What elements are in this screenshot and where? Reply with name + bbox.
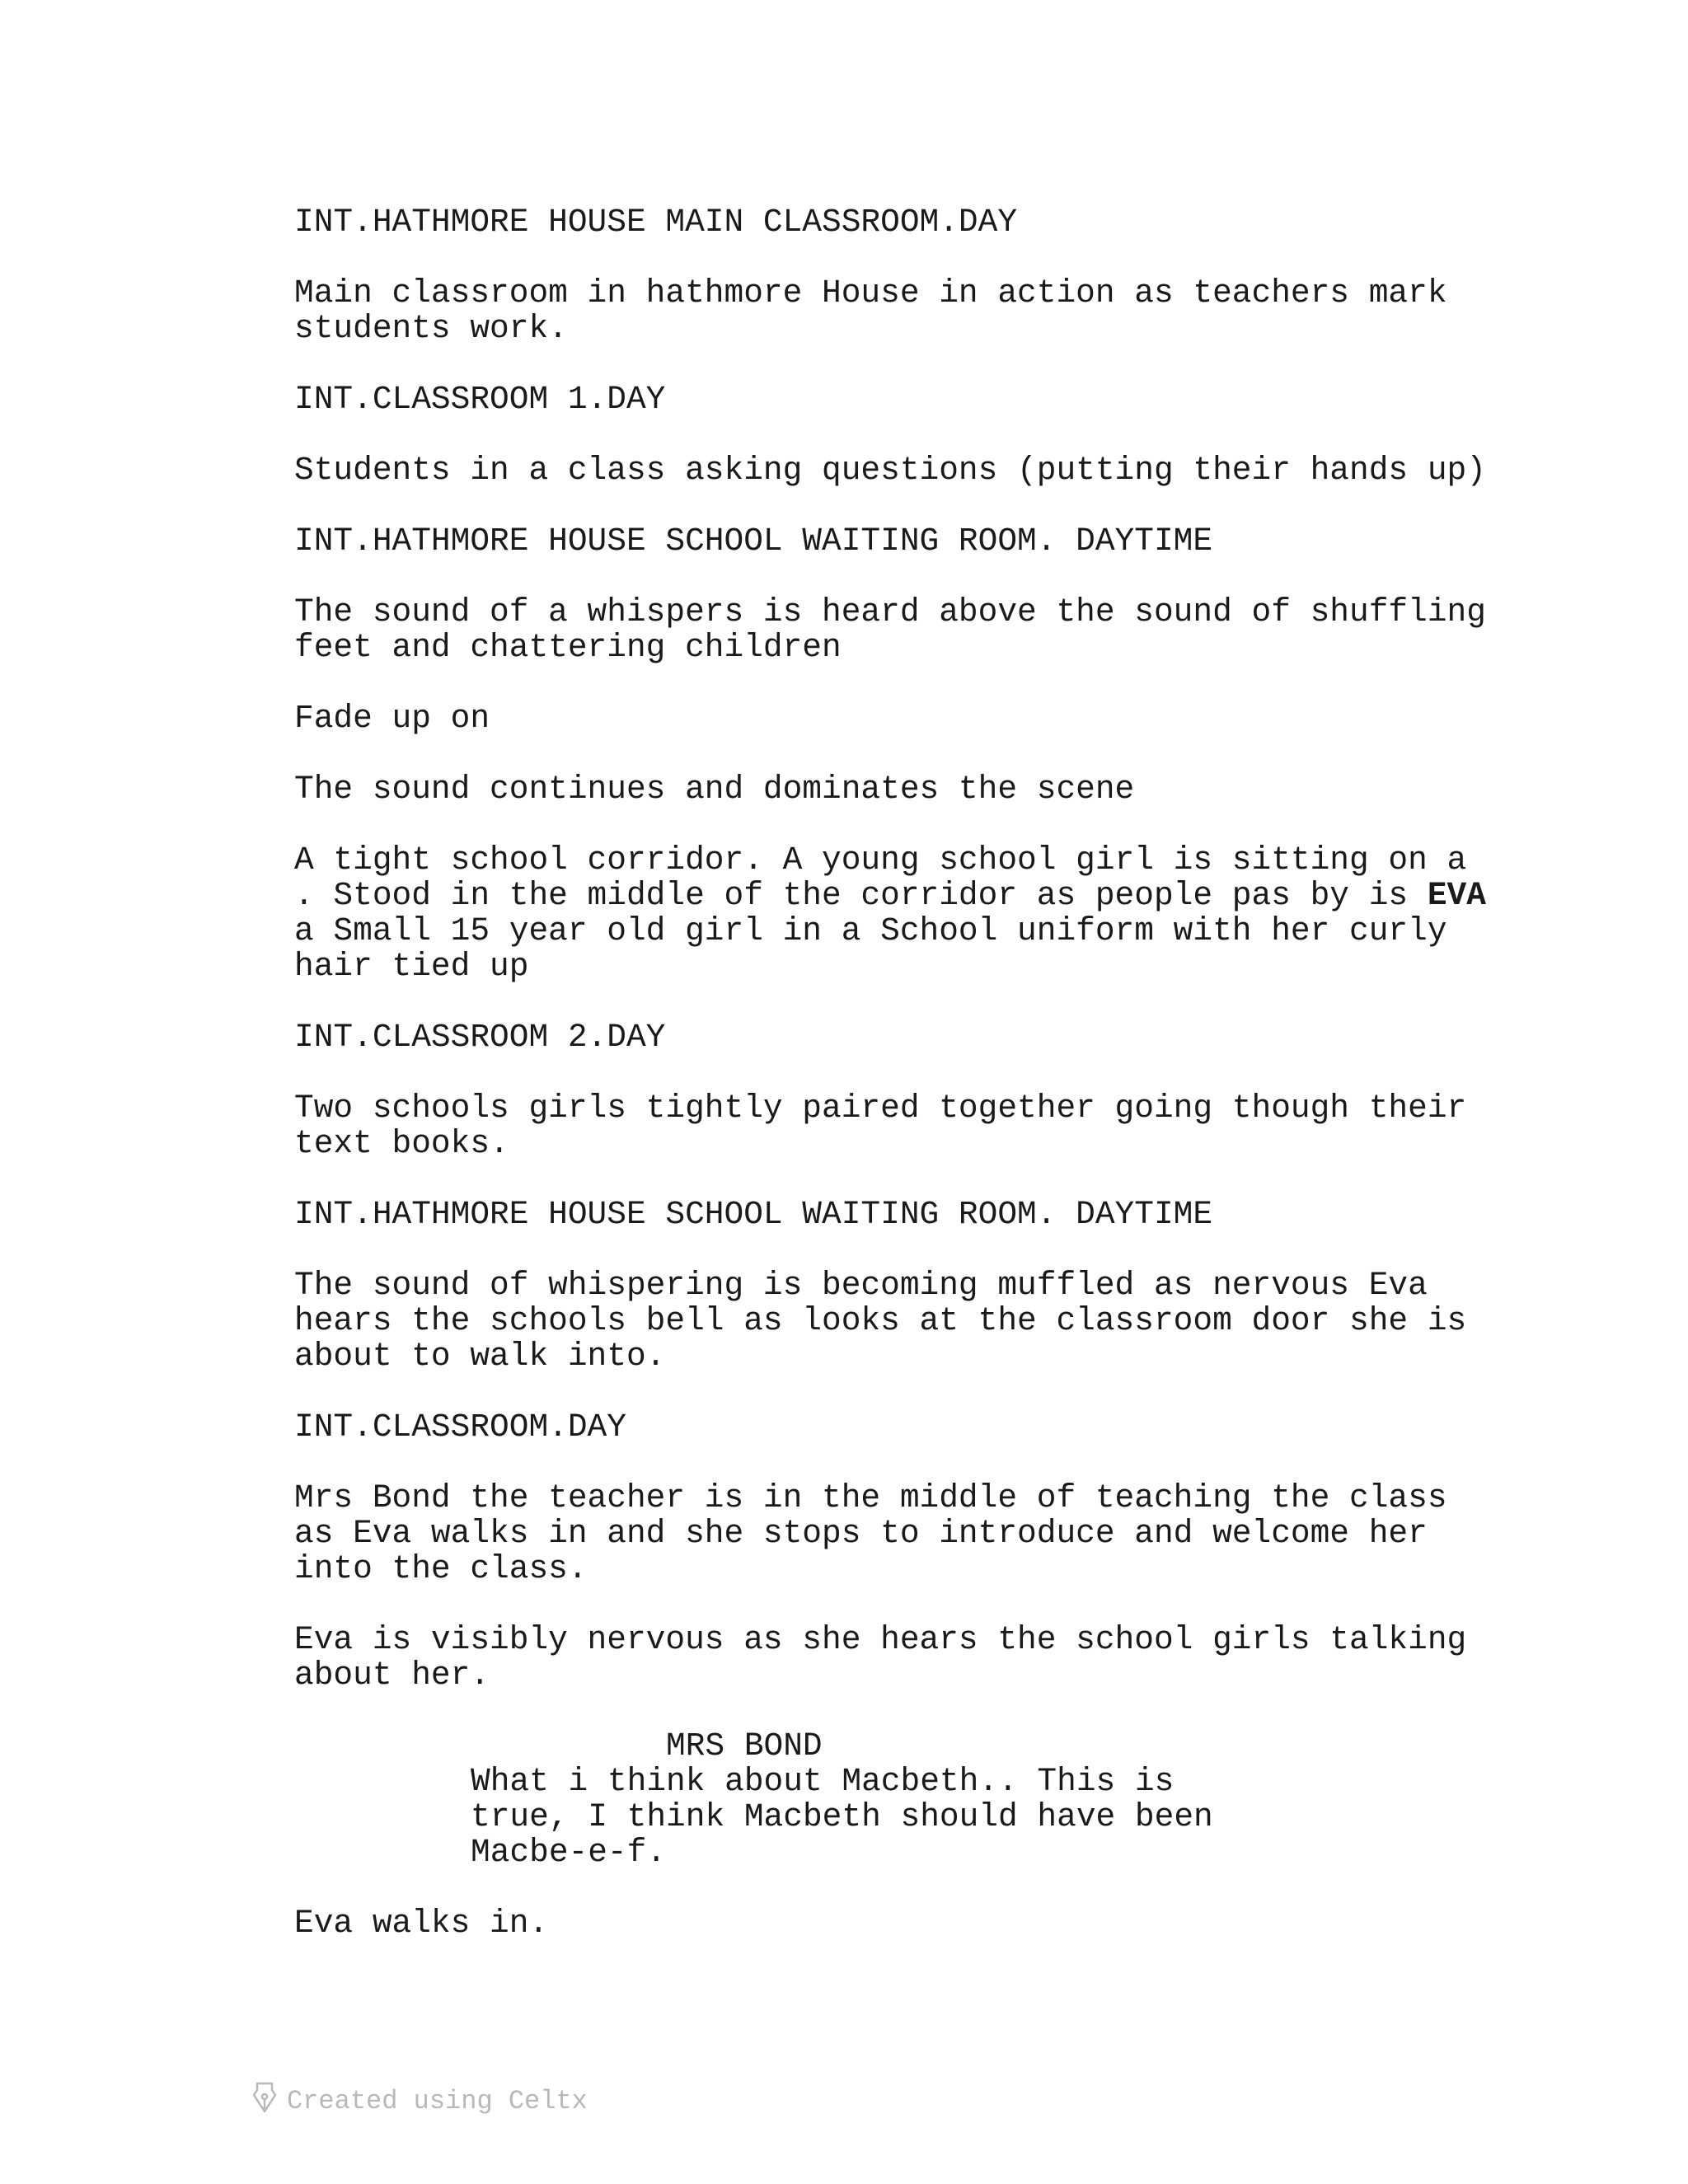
action-line: Mrs Bond the teacher is in the middle of teaching the class — [294, 1479, 1447, 1516]
action-line: students work. — [294, 310, 568, 347]
dialogue-line: true, I think Macbeth should have been — [471, 1798, 1213, 1835]
action-line: The sound continues and dominates the scene — [294, 771, 1135, 808]
character-name: MRS BOND — [666, 1727, 823, 1765]
scene-heading: INT.HATHMORE HOUSE MAIN CLASSROOM.DAY — [294, 204, 1018, 241]
dialogue-line: Macbe-e-f. — [471, 1834, 667, 1871]
action-line: about her. — [294, 1657, 490, 1694]
footer-text: Created using Celtx — [287, 2086, 588, 2116]
scene-heading: INT.CLASSROOM.DAY — [294, 1408, 626, 1446]
action-line: a Small 15 year old girl in a School uniform with her curly — [294, 912, 1447, 949]
transition-line: Fade up on — [294, 700, 490, 737]
scene-heading: INT.HATHMORE HOUSE SCHOOL WAITING ROOM. DAYTIME — [294, 523, 1213, 560]
character-intro-eva: EVA — [1427, 877, 1486, 914]
action-line: text books. — [294, 1125, 509, 1162]
action-line: Two schools girls tightly paired together going though their — [294, 1090, 1467, 1127]
action-line: Eva walks in. — [294, 1905, 549, 1942]
scene-heading: INT.HATHMORE HOUSE SCHOOL WAITING ROOM. DAYTIME — [294, 1196, 1213, 1233]
action-line: as Eva walks in and she stops to introduce and welcome her — [294, 1515, 1428, 1552]
action-line: Main classroom in hathmore House in action as teachers mark — [294, 274, 1447, 312]
action-line: feet and chattering children — [294, 629, 842, 666]
action-line: Eva is visibly nervous as she hears the school girls talking — [294, 1621, 1467, 1658]
action-line: hair tied up — [294, 948, 529, 985]
celtx-pen-icon — [252, 2082, 277, 2121]
action-line: A tight school corridor. A young school girl is sitting on a — [294, 841, 1467, 879]
action-line: hears the schools bell as looks at the classroom door she is — [294, 1302, 1467, 1339]
action-line: about to walk into. — [294, 1338, 666, 1375]
action-line: into the class. — [294, 1550, 588, 1587]
action-text: . Stood in the middle of the corridor as people pas by is — [294, 877, 1428, 914]
scene-heading: INT.CLASSROOM 1.DAY — [294, 381, 666, 418]
scene-heading: INT.CLASSROOM 2.DAY — [294, 1019, 666, 1056]
action-line: The sound of a whispers is heard above the sound of shuffling — [294, 593, 1486, 630]
action-line — [294, 878, 1486, 913]
action-line: Students in a class asking questions (putting their hands up) — [294, 452, 1486, 489]
dialogue-line: What i think about Macbeth.. This is — [471, 1763, 1175, 1800]
footer-watermark — [252, 2083, 588, 2119]
action-line: The sound of whispering is becoming muffled as nervous Eva — [294, 1267, 1428, 1304]
